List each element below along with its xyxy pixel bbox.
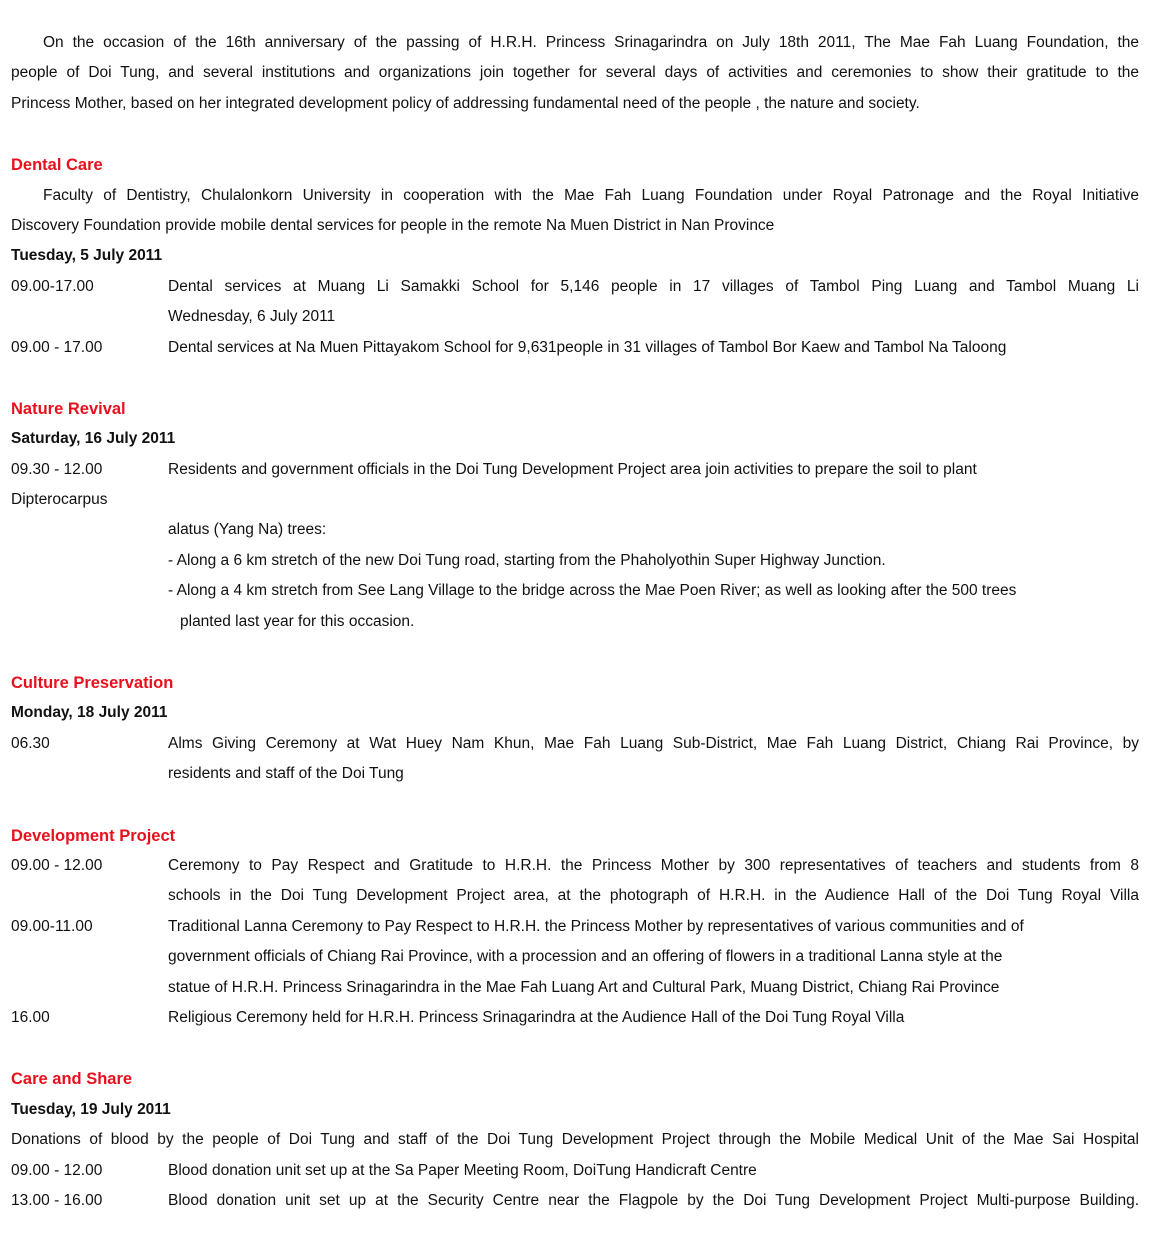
- schedule-time: 16.00: [11, 1008, 50, 1026]
- schedule-description: Residents and government officials in the Doi Tung Development Project area join activities to prepare the soil to plant: [168, 460, 977, 478]
- schedule-description: Blood donation unit set up at the Sa Paper Meeting Room, DoiTung Handicraft Centre: [168, 1161, 757, 1179]
- schedule-row: [11, 333, 1139, 363]
- schedule-row: [11, 851, 1139, 881]
- schedule-time: 13.00 - 16.00: [11, 1191, 103, 1209]
- section-heading-culture-preservation: Culture Preservation: [11, 674, 174, 693]
- section-spacer: [11, 363, 1139, 394]
- schedule-bullet-continuation: planted last year for this occasion.: [180, 612, 415, 630]
- dental-paragraph-line-1: Faculty of Dentistry, Chulalonkorn University in cooperation with the Mae Fah Luang Foundation under Royal Patronage and the Royal Initiative: [43, 186, 1139, 204]
- schedule-row: [11, 1003, 1139, 1033]
- schedule-row: [11, 912, 1139, 942]
- section-spacer: [11, 119, 1139, 150]
- dental-date: Tuesday, 5 July 2011: [11, 247, 163, 265]
- schedule-description: Religious Ceremony held for H.R.H. Princess Srinagarindra at the Audience Hall of the Doi Tung Royal Villa: [168, 1008, 905, 1026]
- schedule-continuation: statue of H.R.H. Princess Srinagarindra in the Mae Fah Luang Art and Cultural Park, Muang District, Chiang Rai Province: [168, 978, 1000, 996]
- schedule-row: [11, 1156, 1139, 1186]
- schedule-time: 09.00-11.00: [11, 917, 93, 935]
- intro-line-1: On the occasion of the 16th anniversary of the passing of H.R.H. Princess Srinagarindra on July 18th 2011, The Mae Fah Luang Foundation, the: [43, 34, 1139, 51]
- schedule-time: 09.00 - 12.00: [11, 1161, 103, 1179]
- culture-date: Monday, 18 July 2011: [11, 704, 168, 722]
- section-spacer: [11, 637, 1139, 668]
- intro-line-3: Princess Mother, based on her integrated development policy of addressing fundamental need of the people , the nature and society.: [11, 94, 920, 112]
- section-spacer: [11, 1033, 1139, 1064]
- schedule-wrap-word: Dipterocarpus: [11, 491, 108, 509]
- schedule-continuation: government officials of Chiang Rai Province, with a procession and an offering of flowers in a traditional Lanna style at the: [168, 948, 1003, 966]
- schedule-continuation: schools in the Doi Tung Development Project area, at the photograph of H.R.H. in the Audience Hall of the Doi Tung Royal Villa: [168, 887, 1139, 905]
- schedule-description: Dental services at Na Muen Pittayakom School for 9,631people in 31 villages of Tambol Bor Kaew and Tambol Na Taloong: [168, 338, 1007, 356]
- schedule-time: 09.30 - 12.00: [11, 460, 103, 478]
- care-intro: Donations of blood by the people of Doi Tung and staff of the Doi Tung Development Project through the Mobile Medical Unit of the Mae Sai Hospital: [11, 1131, 1139, 1149]
- section-heading-nature-revival: Nature Revival: [11, 399, 126, 418]
- section-heading-care-and-share: Care and Share: [11, 1070, 133, 1089]
- section-heading-dental-care: Dental Care: [11, 156, 103, 175]
- schedule-description: Blood donation unit set up at the Security Centre near the Flagpole by the Doi Tung Development Project Multi-purpose Building.: [168, 1191, 1139, 1209]
- schedule-row: [11, 455, 1139, 485]
- schedule-description: Traditional Lanna Ceremony to Pay Respect to H.R.H. the Princess Mother by representatives of various communities and of: [168, 917, 1024, 935]
- schedule-time: 09.00-17.00: [11, 277, 94, 295]
- schedule-description: Dental services at Muang Li Samakki School for 5,146 people in 17 villages of Tambol Ping Luang and Tambol Muang Li: [168, 277, 1139, 295]
- care-date: Tuesday, 19 July 2011: [11, 1100, 171, 1118]
- schedule-time: 09.00 - 12.00: [11, 856, 103, 874]
- schedule-time: 09.00 - 17.00: [11, 338, 103, 356]
- schedule-time: 06.30: [11, 734, 50, 752]
- schedule-description: Alms Giving Ceremony at Wat Huey Nam Khun, Mae Fah Luang Sub-District, Mae Fah Luang District, Chiang Rai Province, by: [168, 734, 1139, 752]
- schedule-continuation: residents and staff of the Doi Tung: [168, 765, 404, 783]
- nature-date: Saturday, 16 July 2011: [11, 430, 176, 448]
- schedule-description: Ceremony to Pay Respect and Gratitude to H.R.H. the Princess Mother by 300 representatives of teachers and students from 8: [168, 856, 1139, 874]
- schedule-continuation: Wednesday, 6 July 2011: [168, 308, 336, 326]
- schedule-row: [11, 272, 1139, 302]
- section-heading-development-project: Development Project: [11, 826, 176, 845]
- schedule-bullet: - Along a 4 km stretch from See Lang Village to the bridge across the Mae Poen River; as well as looking after the 500 trees: [168, 582, 1017, 600]
- intro-line-2: people of Doi Tung, and several institutions and organizations join together for several days of activities and ceremonies to show their gratitude to the: [11, 64, 1139, 82]
- schedule-bullet: - Along a 6 km stretch of the new Doi Tung road, starting from the Phaholyothin Super Highway Junction.: [168, 551, 886, 569]
- dental-paragraph-line-2: Discovery Foundation provide mobile dental services for people in the remote Na Muen District in Nan Province: [11, 216, 775, 234]
- schedule-continuation: alatus (Yang Na) trees:: [168, 521, 327, 539]
- schedule-row: [11, 1186, 1139, 1216]
- section-spacer: [11, 790, 1139, 821]
- schedule-row: [11, 729, 1139, 759]
